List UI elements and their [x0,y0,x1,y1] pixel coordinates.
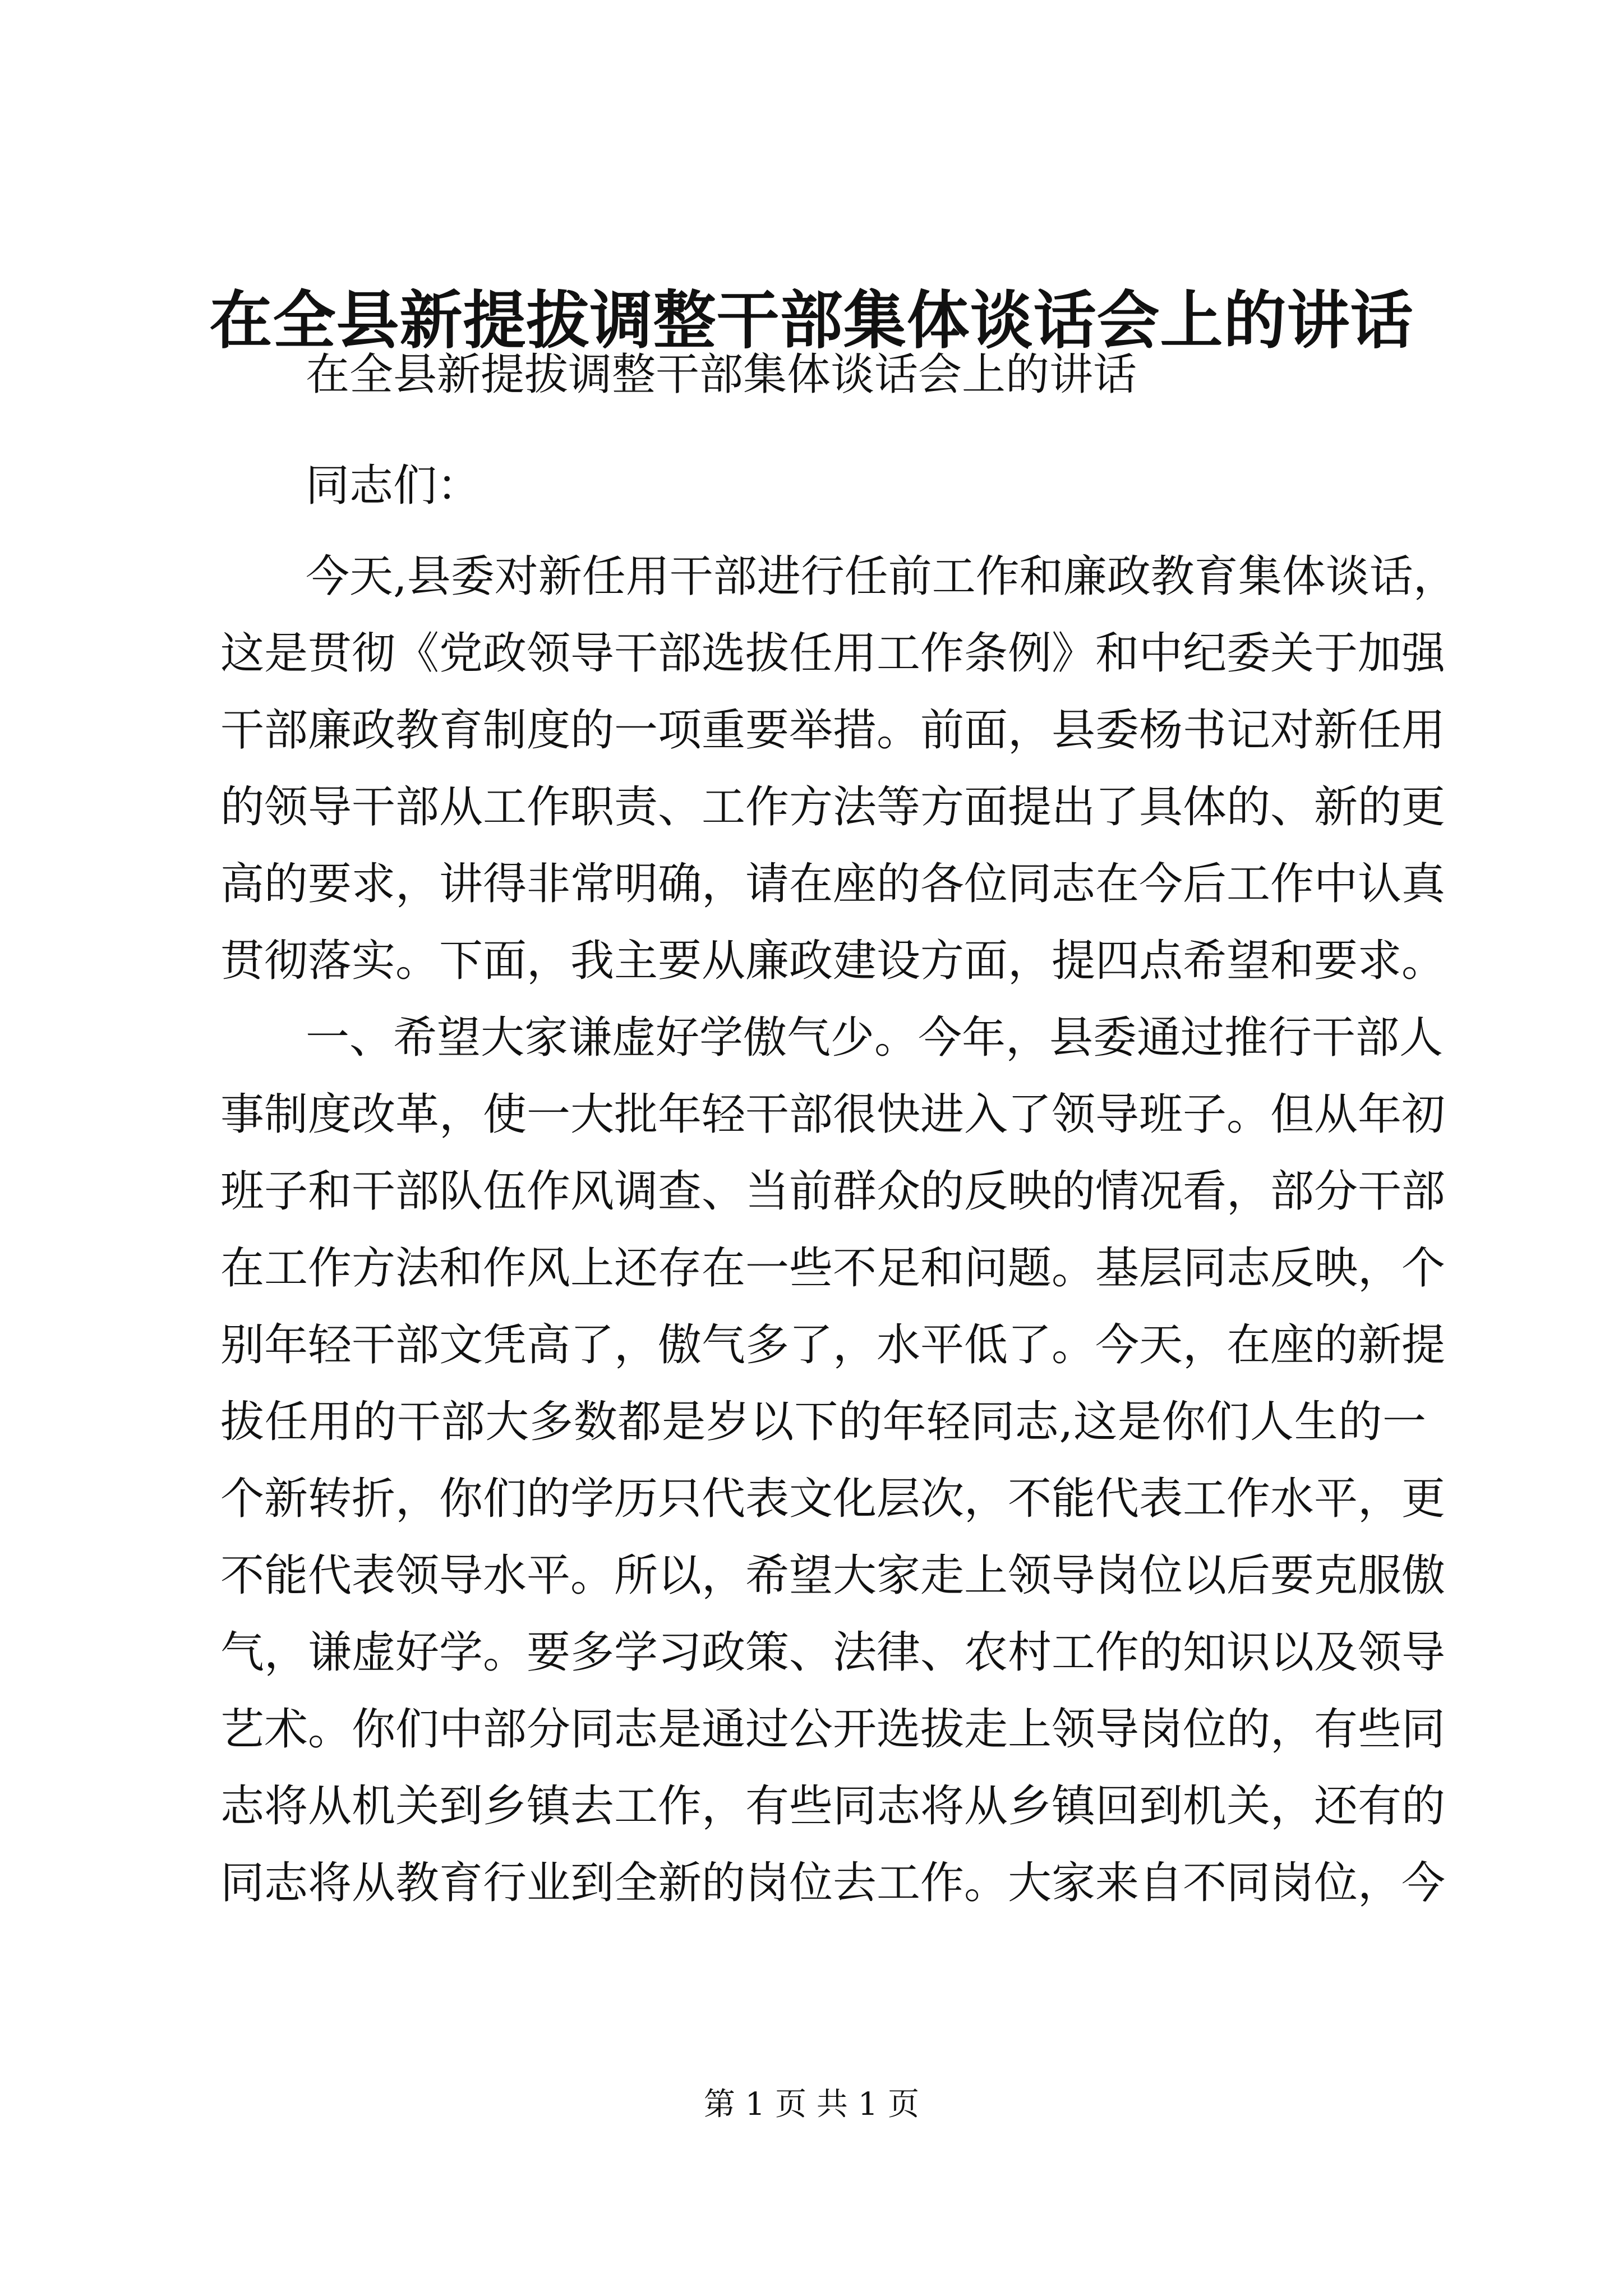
paragraph-line: 艺术。你们中部分同志是通过公开选拔走上领导岗位的，有些同 [220,1704,1446,1755]
paragraph-line: 同志将从教育行业到全新的岗位去工作。大家来自不同岗位，今 [220,1858,1446,1908]
paragraph-line: 别年轻干部文凭高了，傲气多了，水平低了。今天，在座的新提 [220,1320,1446,1370]
paragraph-line: 干部廉政教育制度的一项重要举措。前面，县委杨书记对新任用 [220,705,1446,756]
paragraph-line: 志将从机关到乡镇去工作，有些同志将从乡镇回到机关，还有的 [220,1781,1446,1832]
page-footer: 第 1 页 共 1 页 [703,2086,920,2123]
paragraph-line: 的领导干部从工作职责、工作方法等方面提出了具体的、新的更 [220,782,1446,832]
paragraph-line: 贯彻落实。下面，我主要从廉政建设方面，提四点希望和要求。 [220,936,1446,986]
paragraph-line: 拔任用的干部大多数都是岁以下的年轻同志,这是你们人生的一 [220,1397,1426,1447]
paragraph-line: 今天,县委对新任用干部进行任前工作和廉政教育集体谈话， [306,551,1457,602]
paragraph-line: 气，谦虚好学。要多学习政策、法律、农村工作的知识以及领导 [220,1627,1446,1678]
greeting: 同志们： [306,461,481,511]
paragraph-line: 高的要求，讲得非常明确，请在座的各位同志在今后工作中认真 [220,859,1446,909]
document-title: 在全县新提拔调整干部集体谈话会上的讲话 [209,284,1414,357]
paragraph-line: 一、希望大家谦虚好学傲气少。今年，县委通过推行干部人 [306,1013,1444,1063]
paragraph-line: 不能代表领导水平。所以，希望大家走上领导岗位以后要克服傲 [220,1550,1446,1601]
paragraph-line: 事制度改革，使一大批年轻干部很快进入了领导班子。但从年初 [220,1089,1446,1140]
paragraph-line: 这是贯彻《党政领导干部选拔任用工作条例》和中纪委关于加强 [220,628,1446,679]
paragraph-line: 班子和干部队伍作风调查、当前群众的反映的情况看，部分干部 [220,1166,1446,1217]
document-subtitle: 在全县新提拔调整干部集体谈话会上的讲话 [306,349,1137,400]
paragraph-line: 个新转折，你们的学历只代表文化层次，不能代表工作水平，更 [220,1474,1446,1524]
paragraph-line: 在工作方法和作风上还存在一些不足和问题。基层同志反映，个 [220,1243,1446,1294]
document-body [220,539,1457,1922]
